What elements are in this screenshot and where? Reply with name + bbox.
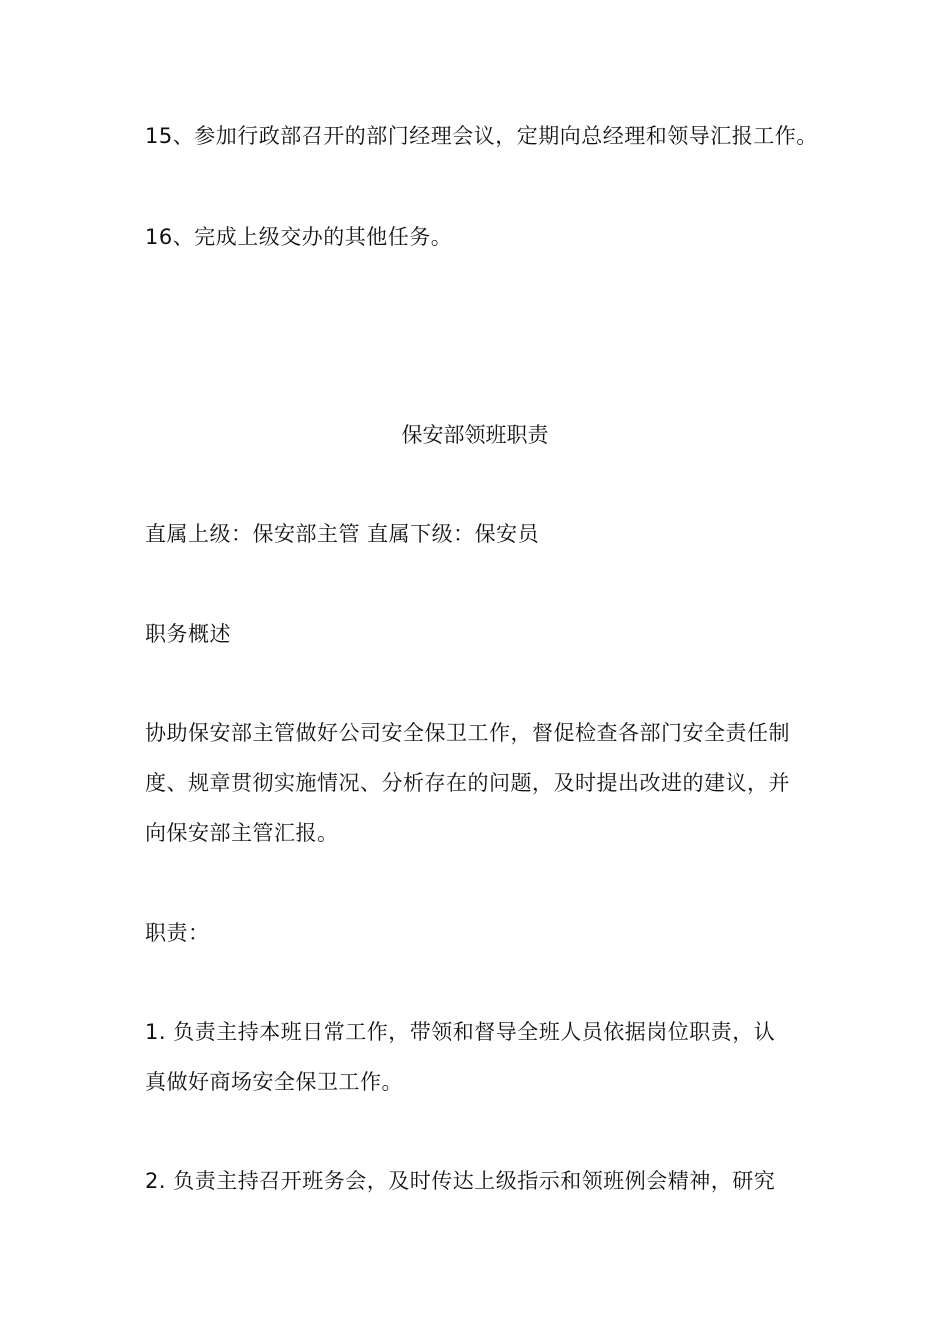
item-16-text: 16、完成上级交办的其他任务。 xyxy=(145,225,453,249)
overview-heading: 职务概述 xyxy=(145,622,231,646)
section-title: 保安部领班职责 xyxy=(401,423,549,447)
overview-line-2: 度、规章贯彻实施情况、分析存在的问题，及时提出改进的建议，并 xyxy=(145,771,790,795)
reporting-line: 直属上级：保安部主管 直属下级：保安员 xyxy=(145,522,540,546)
duty-1-line-1: 1. 负责主持本班日常工作，带领和督导全班人员依据岗位职责，认 xyxy=(145,1020,776,1044)
overview-line-1: 协助保安部主管做好公司安全保卫工作，督促检查各部门安全责任制 xyxy=(145,721,790,745)
overview-line-3: 向保安部主管汇报。 xyxy=(145,821,339,845)
duties-heading: 职责： xyxy=(145,921,210,945)
duty-1-line-2: 真做好商场安全保卫工作。 xyxy=(145,1070,403,1094)
duty-2-line-1: 2. 负责主持召开班务会，及时传达上级指示和领班例会精神，研究 xyxy=(145,1169,776,1193)
item-15-text: 15、参加行政部召开的部门经理会议，定期向总经理和领导汇报工作。 xyxy=(145,124,818,148)
